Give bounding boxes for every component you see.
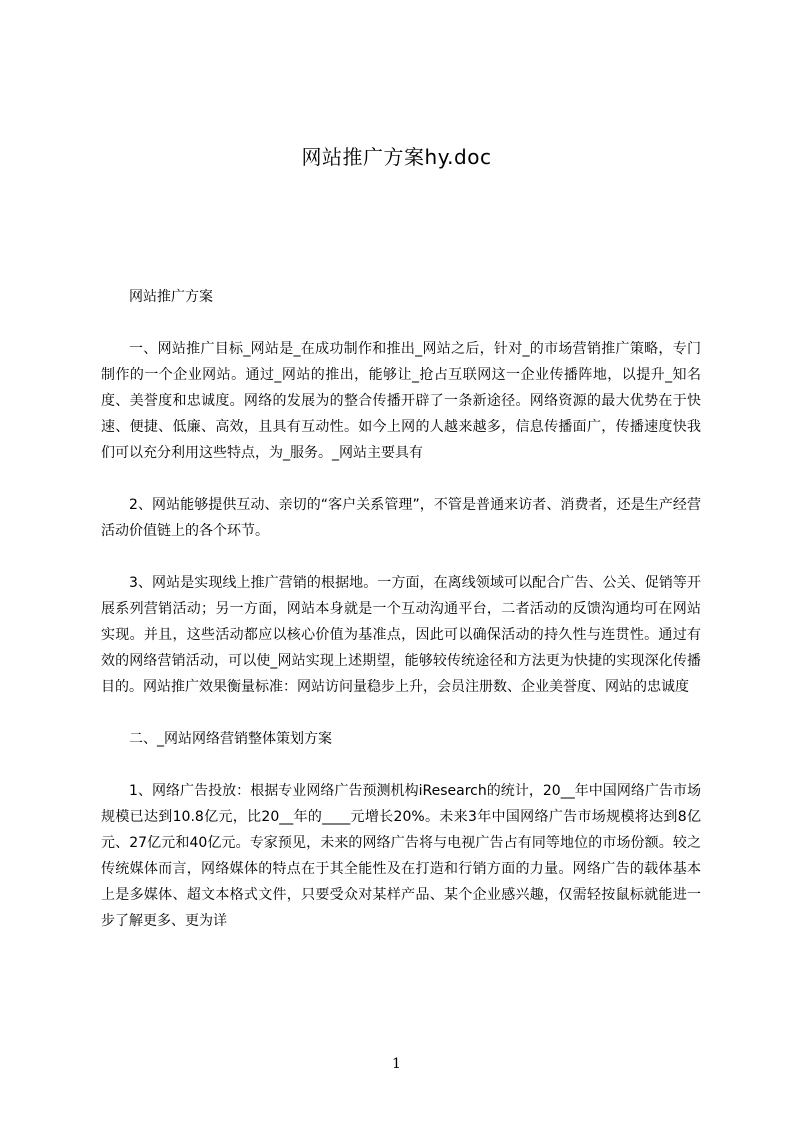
paragraph-interaction: 2、网站能够提供互动、亲切的“客户关系管理”，不管是普通来访者、消费者，还是生产经营活动价值链上的各个环节。 [101,497,701,539]
document-body [101,284,701,934]
page-number: 1 [392,1056,401,1072]
section-heading-plan: 二、_网站网络营销整体策划方案 [129,731,332,747]
section-heading: 网站推广方案 [129,289,213,305]
paragraph-advertising: 1、网络广告投放：根据专业网络广告预测机构iResearch的统计，20__年中国网络广告市场规模已达到10.8亿元，比20__年的____元增长20%。未来3年中国网络广告市场规模将达到8亿元、27亿元和40亿元。专家预见，未来的网络广告将与电视广告占有同等地位的市场份额。较之传统媒体而言，网络媒体的特点在于其全能性及在打造和行销方面的力量。网络广告的载体基本上是多媒体、超文本格式文件，只要受众对某样产品、某个企业感兴趣，仅需轻按鼠标就能进一步了解更多、更为详 [101,783,701,929]
paragraph-base: 3、网站是实现线上推广营销的根据地。一方面，在离线领域可以配合广告、公关、促销等开展系列营销活动；另一方面，网站本身就是一个互动沟通平台，二者活动的反馈沟通均可在网站实现。并且，这些活动都应以核心价值为基准点，因此可以确保活动的持久性与连贯性。通过有效的网络营销活动，可以使_网站实现上述期望，能够较传统途径和方法更为快捷的实现深化传播目的。网站推广效果衡量标准：网站访问量稳步上升，会员注册数、企业美誉度、网站的忠诚度 [101,575,701,695]
paragraph-promotion-goal: 一、网站推广目标_网站是_在成功制作和推出_网站之后，针对_的市场营销推广策略，专门制作的一个企业网站。通过_网站的推出，能够让_抢占互联网这一企业传播阵地，以提升_知名度、美誉度和忠诚度。网络的发展为的整合传播开辟了一条新途径。网络资源的最大优势在于快速、便捷、低廉、高效，且具有互动性。如今上网的人越来越多，信息传播面广，传播速度快我们可以充分利用这些特点，为_服务。_网站主要具有 [101,341,701,461]
document-title: 网站推广方案hy.doc [301,145,492,169]
